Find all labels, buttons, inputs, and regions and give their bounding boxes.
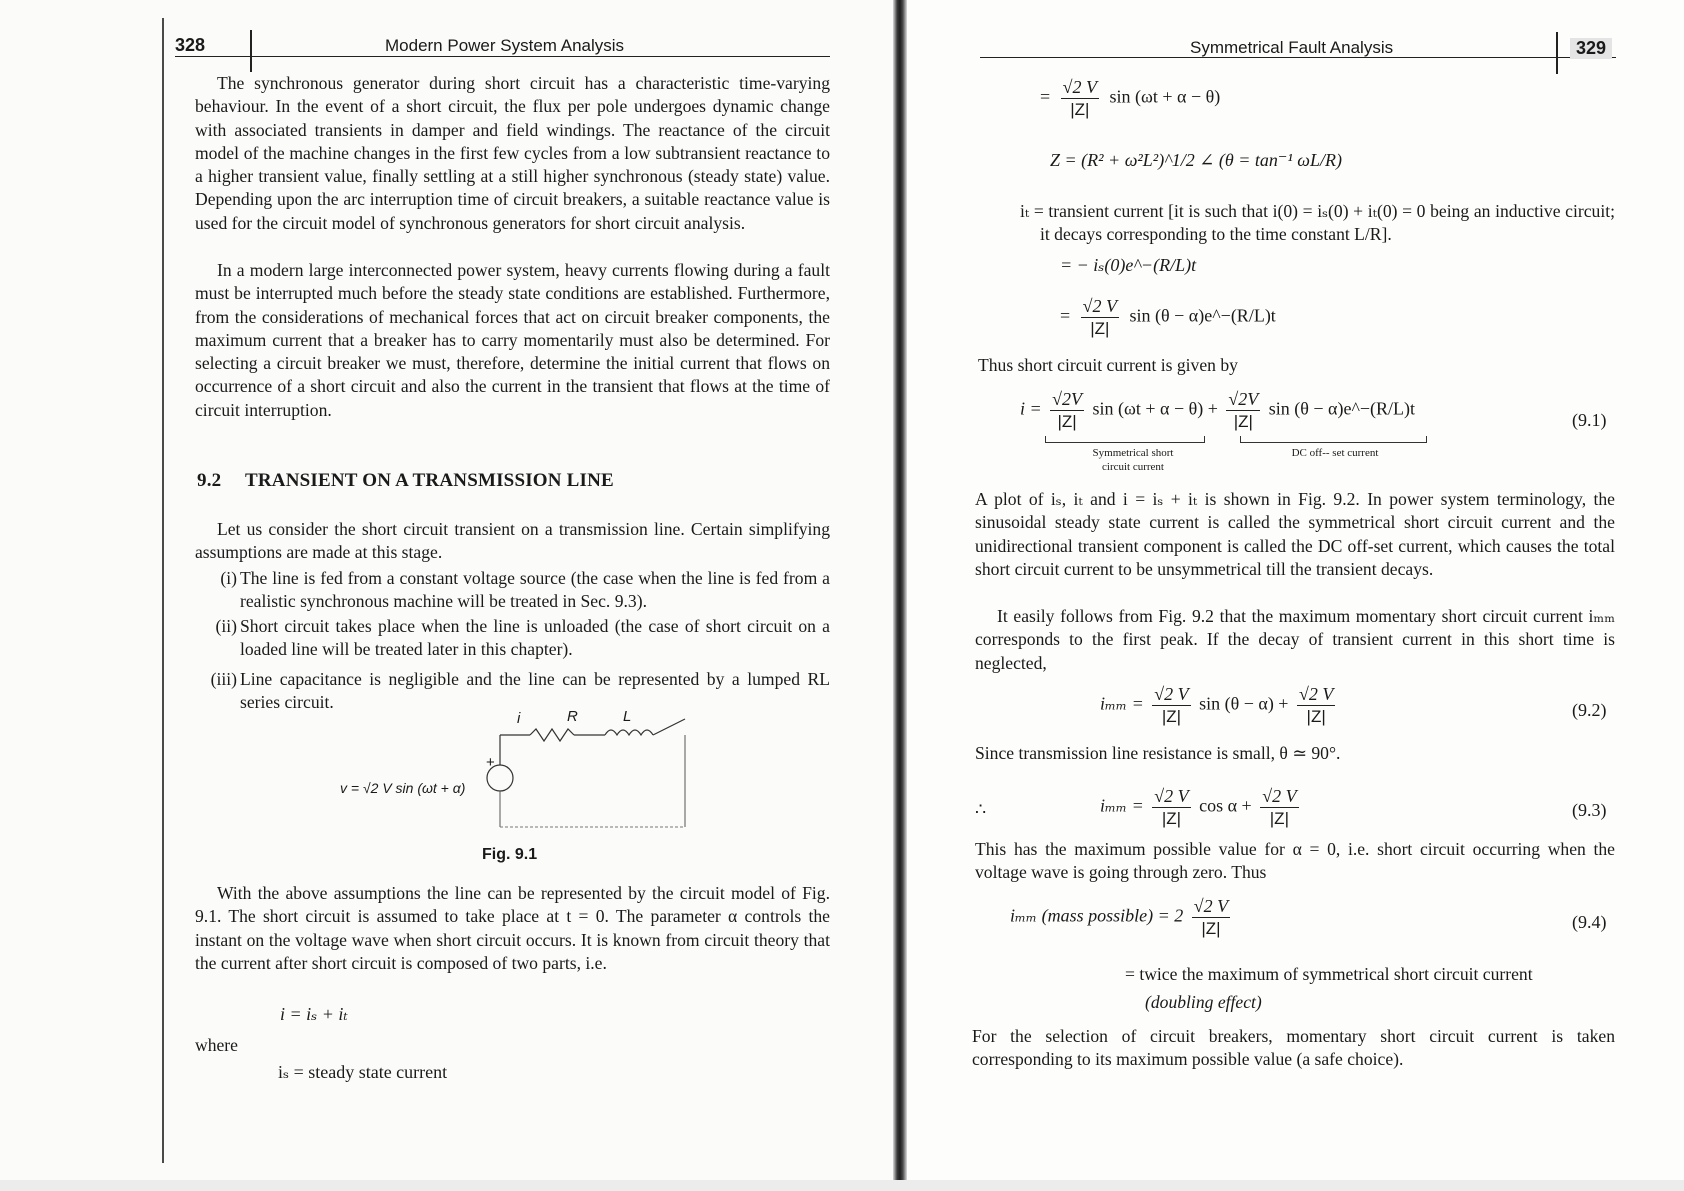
inductor-symbol: [605, 730, 653, 735]
equation-lhs: iₘₘ =: [1100, 693, 1144, 714]
rl-circuit-diagram: [470, 715, 700, 835]
section-number: 9.2: [197, 470, 222, 491]
fraction: [1297, 683, 1335, 728]
list-item-text: Line capacitance is negligible and the line can be represented by a lumped RL series circuit.: [240, 669, 830, 713]
fraction: [1081, 295, 1119, 340]
fraction-denominator: |Z|: [1233, 412, 1253, 431]
list-item-number: (i): [220, 568, 237, 588]
fraction-denominator: |Z|: [1161, 809, 1182, 828]
polarity-plus: +: [486, 754, 495, 771]
book-gutter: [893, 0, 907, 1191]
doubling-effect-label: (doubling effect): [1145, 992, 1262, 1012]
equation-transient-expansion: [1060, 295, 1276, 340]
equation-term: sin (θ − α) +: [1199, 693, 1289, 714]
equation-term: sin (θ − α)e^−(R/L)t: [1268, 398, 1416, 419]
list-item: [220, 567, 830, 614]
figure-caption: Fig. 9.1: [482, 846, 538, 863]
right-page: [900, 0, 1684, 1191]
source-label: v = √2 V sin (ωt + α): [340, 780, 466, 796]
equation-9-3: [1100, 785, 1303, 830]
fraction-numerator: √2 V: [1193, 896, 1229, 916]
fraction: [1260, 785, 1298, 830]
inductor-label: L: [623, 708, 632, 725]
equation-term: cos α +: [1199, 795, 1252, 816]
fraction-denominator: |Z|: [1090, 319, 1110, 338]
left-page-number: 328: [175, 35, 206, 55]
list-item-number: (iii): [210, 669, 237, 689]
fraction-numerator: √2 V: [1298, 684, 1334, 704]
left-header-rule: [175, 56, 830, 57]
resistor-symbol: [530, 729, 574, 741]
resistor-label: R: [567, 708, 578, 725]
fraction: [1152, 683, 1190, 728]
fraction-numerator: √2 V: [1062, 77, 1098, 97]
fraction-denominator: |Z|: [1269, 809, 1289, 828]
fraction-denominator: |Z|: [1161, 707, 1182, 726]
equation-number: (9.3): [1572, 800, 1607, 820]
equation-lhs: iₘₘ (mass possible) = 2: [1010, 905, 1184, 926]
list-item: [215, 615, 830, 662]
fraction: [1050, 388, 1084, 433]
equation-transient-initial: = − iₛ(0)e^−(R/L)t: [1060, 255, 1197, 275]
paragraph-assumptions-intro: Let us consider the short circuit transient on a transmission line. Certain simplifying assumptions are made at this stage.: [195, 519, 830, 563]
fraction-denominator: |Z|: [1306, 707, 1326, 726]
equation-9-1: [1020, 388, 1415, 433]
underbrace-symmetrical: [1045, 436, 1205, 443]
fraction-denominator: |Z|: [1201, 919, 1221, 938]
left-running-title: Modern Power System Analysis: [385, 36, 625, 55]
equals-sign: =: [1060, 305, 1071, 326]
right-header-rule: [980, 57, 1616, 58]
fraction-numerator: √2 V: [1262, 786, 1297, 806]
equation-steady-state-expansion: [1040, 76, 1220, 121]
equation-9-4: [1010, 895, 1234, 940]
paragraph-plot-description: A plot of iₛ, iₜ and i = iₛ + iₜ is shown in Fig. 9.2. In power system terminology, the sinusoidal steady state current is called the symmetrical short circuit current and the unidirectional transient component is called the DC off-set current, which causes the total short circuit current to be unsymmetrical till the transient decays.: [975, 489, 1615, 579]
fraction: [1226, 388, 1260, 433]
fraction-numerator: √2V: [1052, 389, 1083, 409]
paragraph-generator-transient: The synchronous generator during short circuit has a characteristic time-varying behaviour. In the event of a short circuit, the flux per pole undergoes dynamic change with associated transients in damper and field windings. The reactance of the circuit model of the machine changes in the first few cycles from a low subtransient reactance to a higher transient value, finally settling at a still higher synchronous (steady state) value. Depending upon the arc interruption time of circuit breakers, a suitable reactance value is used for the circuit model of synchronous generators for short circuit analysis.: [195, 73, 830, 233]
equation-term: sin (θ − α)e^−(R/L)t: [1129, 305, 1276, 326]
switch-arm: [653, 719, 685, 735]
fraction-denominator: |Z|: [1057, 412, 1077, 431]
list-item: [210, 668, 830, 715]
left-header-marker: [250, 30, 252, 72]
current-label: i: [517, 710, 521, 727]
right-header-marker: [1556, 32, 1558, 74]
fraction: [1192, 895, 1230, 940]
equation-number: (9.2): [1572, 700, 1607, 720]
equation-impedance: Z = (R² + ω²L²)^1/2 ∠ (θ = tan⁻¹ ωL/R): [1050, 150, 1342, 170]
equation-term: sin (ωt + α − θ): [1109, 86, 1221, 107]
paragraph-breaker-choice: For the selection of circuit breakers, momentary short circuit current is taken corresponding to its maximum possible value (a safe choice).: [972, 1026, 1615, 1070]
fraction: [1061, 76, 1099, 121]
scan-bottom-edge: [0, 1180, 1684, 1191]
fraction-numerator: √2V: [1228, 389, 1259, 409]
paragraph-breaker-selection: In a modern large interconnected power system, heavy currents flowing during a fault must be interrupted much before the steady state conditions are established. Furthermore, from the considerations of mechanical forces that act on circuit breaker components, the maximum current that a breaker has to carry momentarily must also be determined. For selecting a circuit breaker we must, therefore, determine the initial current that flows on occurrence of a short circuit and also the current in the transient that flows at the time of circuit interruption.: [195, 260, 830, 420]
fraction: [1152, 785, 1190, 830]
fraction-denominator: |Z|: [1070, 100, 1090, 119]
right-running-title: Symmetrical Fault Analysis: [1190, 38, 1394, 57]
list-item-number: (ii): [215, 616, 237, 636]
underbrace-dc-offset: [1240, 436, 1427, 443]
transient-current-definition: iₜ = transient current [it is such that i(0) = iₛ(0) + iₜ(0) = 0 being an inductive circuit; it decays corresponding to the time constant L/R].: [1020, 201, 1615, 245]
equation-number: (9.1): [1572, 410, 1607, 430]
equation-number: (9.4): [1572, 912, 1607, 932]
paragraph-resistance-small: Since transmission line resistance is small, θ ≃ 90°.: [975, 743, 1341, 763]
fraction-numerator: √2 V: [1154, 786, 1189, 806]
equation-term: sin (ωt + α − θ) +: [1092, 398, 1218, 419]
equation-current-sum: i = iₛ + iₜ: [280, 1004, 348, 1024]
equation-lhs: i =: [1020, 398, 1042, 419]
therefore-symbol: ∴: [975, 799, 987, 819]
brace-label-symmetrical: Symmetrical short circuit current: [1092, 447, 1174, 473]
equation-steady-state: iₛ = steady state current: [278, 1062, 448, 1082]
paragraph-thus: Thus short circuit current is given by: [978, 355, 1238, 375]
equals-sign: =: [1040, 86, 1051, 107]
right-page-number: 329: [1570, 38, 1612, 59]
left-page-edge: [162, 18, 164, 1163]
list-item-text: Short circuit takes place when the line is unloaded (the case of short circuit on a loaded line will be treated later in this chapter).: [240, 616, 830, 660]
section-title: TRANSIENT ON A TRANSMISSION LINE: [245, 470, 614, 491]
paragraph-circuit-model: With the above assumptions the line can be represented by the circuit model of Fig. 9.1. The short circuit is assumed to take place at t = 0. The parameter α controls the instant on the voltage wave when short circuit occurs. It is known from circuit theory that the current after short circuit is composed of two parts, i.e.: [195, 883, 830, 973]
paragraph-max-value: This has the maximum possible value for α = 0, i.e. short circuit occurring when the voltage wave is going through zero. Thus: [975, 839, 1615, 883]
equation-lhs: iₘₘ =: [1100, 795, 1144, 816]
doubling-statement: = twice the maximum of symmetrical short circuit current: [1125, 964, 1533, 984]
brace-label-dc-offset: DC off-- set current: [1291, 447, 1379, 459]
list-item-text: The line is fed from a constant voltage source (the case when the line is fed from a realistic synchronous machine will be treated in Sec. 9.3).: [240, 568, 830, 612]
equation-9-2: [1100, 683, 1339, 728]
fraction-numerator: √2 V: [1082, 296, 1118, 316]
paragraph-maximum-momentary: It easily follows from Fig. 9.2 that the maximum momentary short circuit current iₘₘ corresponds to the first peak. If the decay of transient current in this short time is neglected,: [975, 606, 1615, 673]
fraction-numerator: √2 V: [1154, 684, 1189, 704]
where-label: where: [195, 1035, 238, 1055]
